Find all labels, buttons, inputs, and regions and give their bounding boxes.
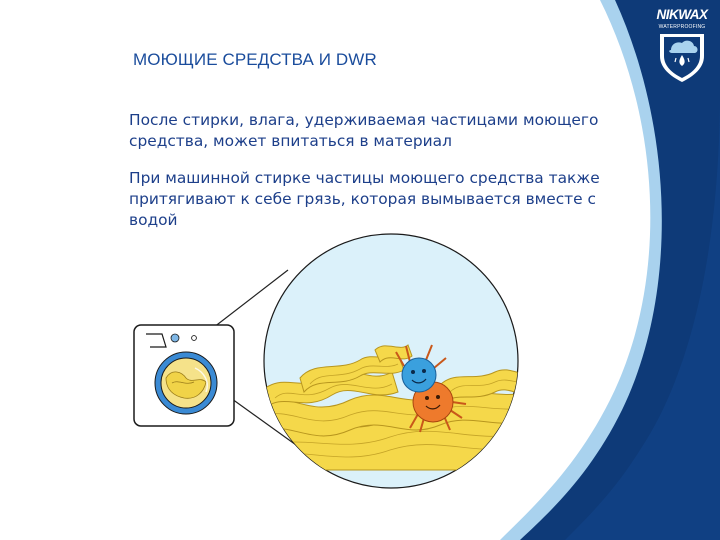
paragraph-1: После стирки, влага, удерживаемая частицами моющего средства, может впитаться в материал xyxy=(129,111,599,150)
paragraph-2: При машинной стирке частицы моющего средства также притягивают к себе грязь, которая вымывается вместе с водой xyxy=(129,169,600,229)
logo-brand: NIKWAX xyxy=(656,7,708,22)
washing-machine-icon xyxy=(134,325,234,426)
slide-title: МОЮЩИЕ СРЕДСТВА И DWR xyxy=(133,50,377,69)
magnified-fabric-circle xyxy=(255,234,530,488)
logo-tagline: WATERPROOFING xyxy=(658,24,706,30)
